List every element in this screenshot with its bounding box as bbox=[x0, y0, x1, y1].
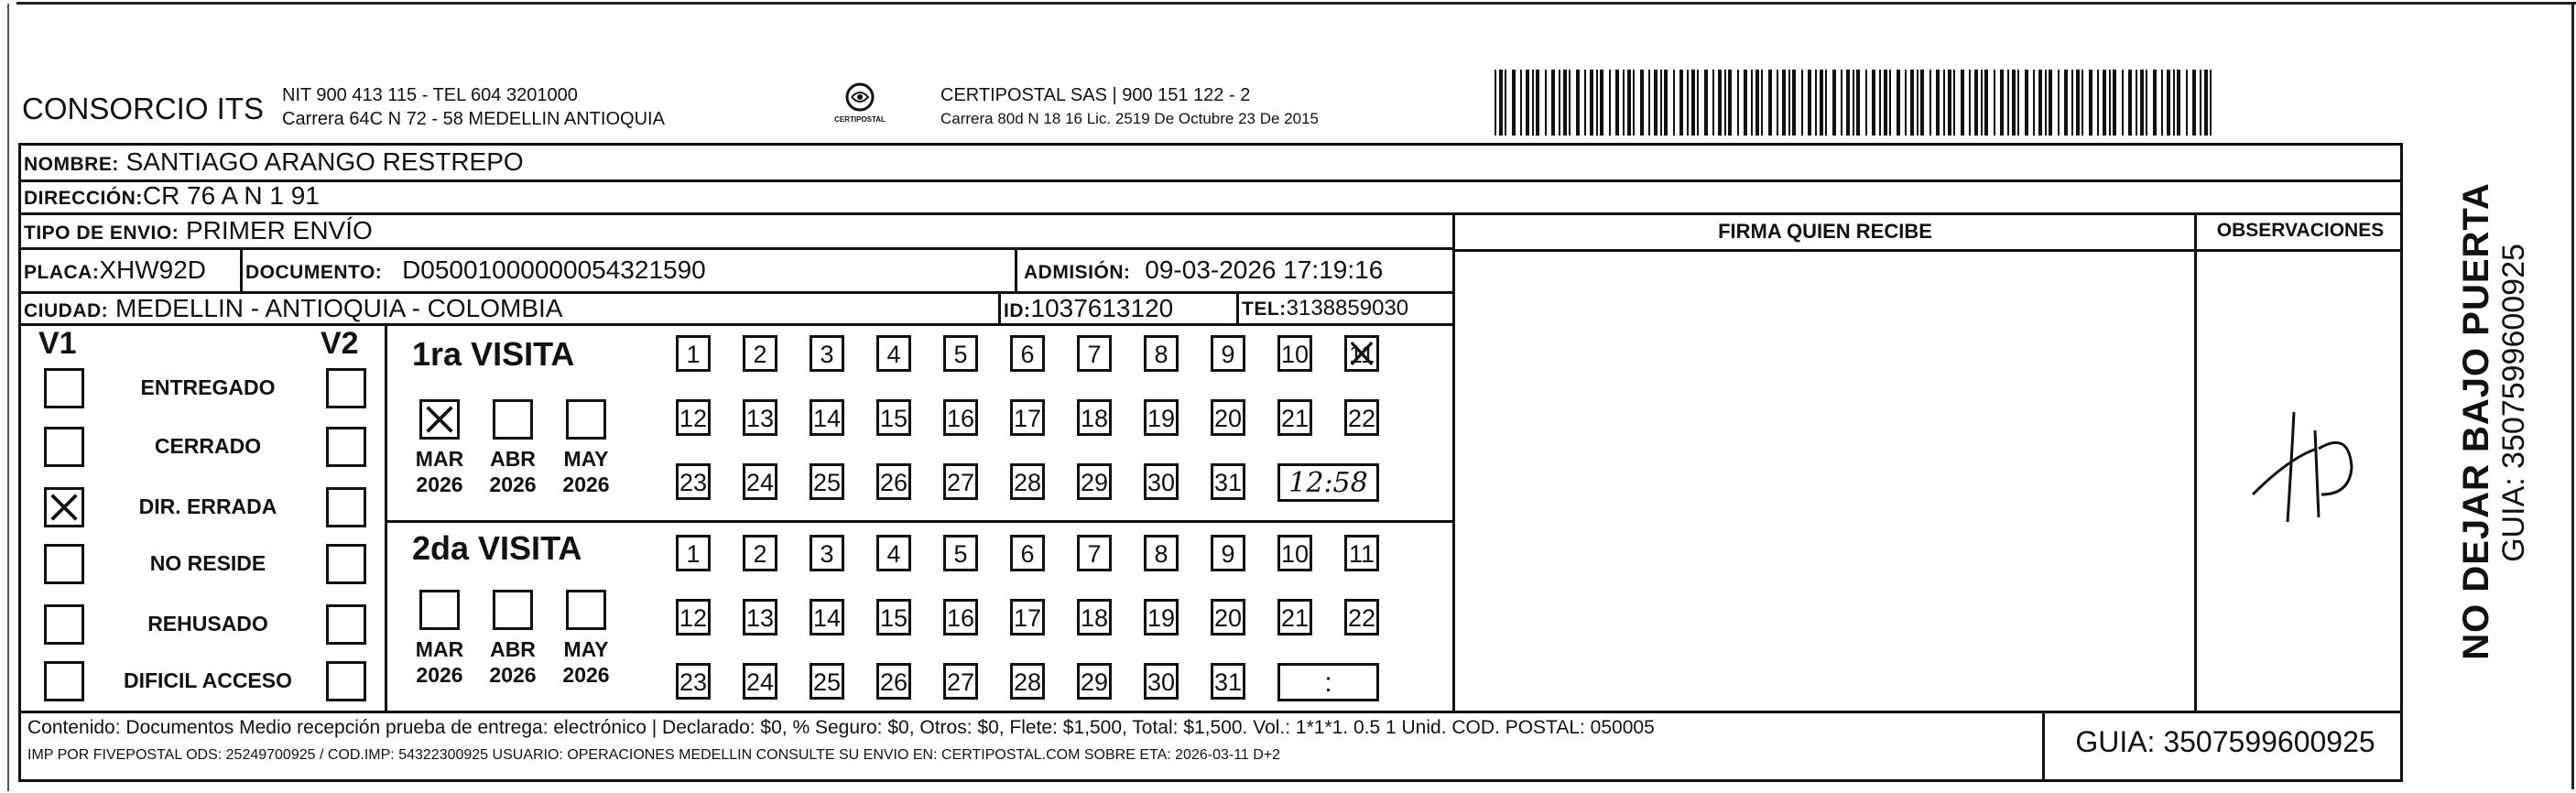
visit2-day-number: 2 bbox=[753, 540, 767, 568]
observaciones-label: OBSERVACIONES bbox=[2216, 220, 2385, 241]
barcode bbox=[1495, 70, 2218, 136]
status-visit-divider bbox=[385, 323, 387, 711]
v1-checkbox[interactable] bbox=[44, 661, 84, 701]
tel-divider bbox=[1236, 291, 1239, 323]
visit1-day-number: 25 bbox=[812, 469, 842, 496]
visit2-day-26[interactable] bbox=[876, 663, 911, 700]
status-label: DIR. ERRADA bbox=[138, 494, 277, 518]
visit2-month-label: ABR bbox=[490, 637, 536, 661]
placa-row bbox=[24, 255, 206, 288]
visit1-day-number: 19 bbox=[1147, 405, 1176, 432]
visit1-year-label: 2026 bbox=[416, 473, 463, 496]
visit1-month-checkbox[interactable] bbox=[419, 399, 460, 440]
visit1-day-30[interactable] bbox=[1144, 463, 1179, 500]
visit1-day-number: 30 bbox=[1147, 469, 1176, 496]
visit2-day-number: 23 bbox=[679, 668, 708, 696]
visit1-day-8[interactable] bbox=[1144, 335, 1179, 372]
visit2-time-value: : bbox=[1324, 668, 1332, 698]
visit2-day-number: 11 bbox=[1348, 540, 1375, 568]
v2-checkbox[interactable] bbox=[326, 604, 366, 645]
visit1-day-number: 27 bbox=[946, 469, 975, 496]
ciudad-row bbox=[24, 293, 562, 327]
visit1-title: 1ra VISITA bbox=[412, 335, 575, 373]
visit2-day-12[interactable] bbox=[676, 599, 711, 635]
v1-checkbox[interactable] bbox=[44, 604, 84, 645]
visit2-day-17[interactable] bbox=[1010, 599, 1045, 635]
visit1-day-21[interactable] bbox=[1277, 399, 1312, 436]
v2-checkbox[interactable] bbox=[326, 487, 366, 527]
visit1-day-number: 6 bbox=[1020, 341, 1035, 368]
visit2-day-28[interactable] bbox=[1010, 663, 1045, 700]
visit2-day-23[interactable] bbox=[676, 663, 711, 700]
visit1-day-18[interactable] bbox=[1077, 399, 1112, 436]
visit2-day-number: 20 bbox=[1213, 604, 1243, 632]
placa-label: PLACA: bbox=[24, 262, 100, 283]
visit2-day-8[interactable] bbox=[1144, 535, 1179, 571]
visit1-day-25[interactable] bbox=[810, 463, 844, 500]
footer-guia-border bbox=[2042, 711, 2045, 782]
v1-header: V1 bbox=[38, 326, 77, 361]
v2-checkbox[interactable] bbox=[326, 661, 366, 701]
placa-divider bbox=[240, 247, 243, 291]
visit1-day-number: 26 bbox=[879, 469, 908, 496]
visit1-day-number: 4 bbox=[886, 341, 901, 368]
visit2-month-label: MAY bbox=[563, 637, 609, 661]
row-divider bbox=[1454, 249, 2403, 252]
tipo-envio-value: PRIMER ENVÍO bbox=[185, 216, 373, 244]
visit1-day-number: 14 bbox=[812, 405, 842, 432]
visit2-day-number: 18 bbox=[1080, 604, 1109, 632]
visit1-day-10[interactable] bbox=[1277, 335, 1312, 372]
visit1-day-26[interactable] bbox=[876, 463, 911, 500]
visit1-month-label: ABR bbox=[490, 447, 536, 471]
visit1-day-number: 24 bbox=[745, 469, 775, 496]
visit2-day-number: 21 bbox=[1280, 604, 1310, 632]
visit1-day-number: 10 bbox=[1280, 341, 1310, 368]
visit2-day-number: 14 bbox=[812, 604, 842, 632]
visit2-month-checkbox[interactable] bbox=[566, 590, 606, 630]
v2-header: V2 bbox=[321, 326, 359, 361]
visit2-day-number: 24 bbox=[745, 668, 775, 696]
footer-imp: IMP POR FIVEPOSTAL ODS: 25249700925 / COD.IMP: 54322300925 USUARIO: OPERACIONES MEDELLIN CONSULTE SU ENVIO EN: CERTIPOSTAL.COM SOBRE ETA: 2026-03-11 D+2 bbox=[27, 747, 1281, 763]
visit2-day-number: 28 bbox=[1013, 668, 1042, 696]
visit-divider bbox=[385, 520, 1452, 523]
visit1-day-12[interactable] bbox=[676, 399, 711, 436]
visit1-year-label: 2026 bbox=[562, 473, 610, 496]
nombre-row bbox=[24, 147, 524, 180]
id-value: 1037613120 bbox=[1030, 294, 1174, 322]
visit2-day-13[interactable] bbox=[743, 599, 777, 635]
sheet-top-edge bbox=[16, 2, 2576, 5]
visit2-day-30[interactable] bbox=[1144, 663, 1179, 700]
visit2-day-4[interactable] bbox=[876, 535, 911, 571]
visit2-day-2[interactable] bbox=[743, 535, 777, 571]
visit1-day-3[interactable] bbox=[810, 335, 844, 372]
visit1-day-number: 22 bbox=[1347, 405, 1376, 432]
visit2-day-number: 12 bbox=[679, 604, 708, 632]
v1-checkbox[interactable] bbox=[44, 368, 84, 408]
visit2-day-5[interactable] bbox=[943, 535, 978, 571]
visit2-day-18[interactable] bbox=[1077, 599, 1112, 635]
visit2-day-number: 8 bbox=[1154, 540, 1168, 568]
visit1-day-number: 16 bbox=[946, 405, 975, 432]
company-nit: NIT 900 413 115 - TEL 604 3201000 bbox=[282, 85, 578, 105]
visit1-day-27[interactable] bbox=[943, 463, 978, 500]
visit1-day-7[interactable] bbox=[1077, 335, 1112, 372]
visit1-day-number: 2 bbox=[753, 341, 767, 368]
visit1-day-6[interactable] bbox=[1010, 335, 1045, 372]
visit2-day-number: 17 bbox=[1013, 604, 1042, 632]
visit2-day-number: 3 bbox=[820, 540, 834, 568]
visit2-day-number: 26 bbox=[879, 668, 908, 696]
visit1-day-28[interactable] bbox=[1010, 463, 1045, 500]
visit2-month-checkbox[interactable] bbox=[419, 590, 460, 630]
visit2-day-number: 27 bbox=[946, 668, 975, 696]
v1-checkbox[interactable] bbox=[44, 427, 84, 467]
status-label: ENTREGADO bbox=[140, 375, 276, 399]
visit2-day-number: 30 bbox=[1147, 668, 1176, 696]
visit2-day-6[interactable] bbox=[1010, 535, 1045, 571]
visit1-day-13[interactable] bbox=[743, 399, 777, 436]
visit1-day-9[interactable] bbox=[1211, 335, 1245, 372]
documento-value: D05001000000054321590 bbox=[402, 255, 706, 284]
visit1-day-number: 17 bbox=[1013, 405, 1042, 432]
visit2-day-number: 29 bbox=[1080, 668, 1109, 696]
v2-checkbox[interactable] bbox=[326, 544, 366, 584]
visit1-day-11[interactable] bbox=[1344, 335, 1379, 372]
tel-row bbox=[1242, 293, 1408, 325]
nombre-value: SANTIAGO ARANGO RESTREPO bbox=[125, 147, 524, 176]
visit1-day-2[interactable] bbox=[743, 335, 777, 372]
visit1-day-29[interactable] bbox=[1077, 463, 1112, 500]
visit1-day-22[interactable] bbox=[1344, 399, 1379, 436]
visit1-month-checkbox[interactable] bbox=[493, 399, 533, 440]
visit2-year-label: 2026 bbox=[416, 663, 463, 687]
ciudad-label: CIUDAD: bbox=[24, 300, 109, 321]
status-label: CERRADO bbox=[154, 434, 262, 458]
no-dejar-text: NO DEJAR BAJO PUERTA bbox=[2456, 182, 2496, 660]
side-text bbox=[2408, 165, 2531, 678]
visit1-day-number: 12 bbox=[679, 405, 708, 432]
visit2-day-21[interactable] bbox=[1277, 599, 1312, 635]
visit1-day-number: 21 bbox=[1280, 405, 1310, 432]
carrier-license: Carrera 80d N 18 16 Lic. 2519 De Octubre 23 De 2015 bbox=[940, 110, 1319, 127]
visit2-day-20[interactable] bbox=[1211, 599, 1245, 635]
visit2-day-number: 1 bbox=[686, 540, 701, 568]
footer-contenido: Contenido: Documentos Medio recepción prueba de entrega: electrónico | Declarado: $0, % Seguro: $0, Otros: $0, Flete: $1,500, Total: $1,500. Vol.: 1*1*1. 0.5 1 Unid. COD. POSTAL: 050005 bbox=[27, 717, 1655, 738]
side-guia-text: GUIA: 3507599600925 bbox=[2496, 244, 2531, 562]
visit2-day-number: 7 bbox=[1087, 540, 1102, 568]
id-row bbox=[1004, 293, 1173, 327]
visit1-day-24[interactable] bbox=[743, 463, 777, 500]
direccion-label: DIRECCIÓN: bbox=[24, 188, 143, 209]
visit2-day-24[interactable] bbox=[743, 663, 777, 700]
visit2-day-27[interactable] bbox=[943, 663, 978, 700]
visit1-day-number: 13 bbox=[745, 405, 775, 432]
visit2-day-9[interactable] bbox=[1211, 535, 1245, 571]
visit1-day-number: 1 bbox=[686, 341, 701, 368]
status-label: NO RESIDE bbox=[149, 551, 266, 575]
visit1-day-1[interactable] bbox=[676, 335, 711, 372]
visit1-day-19[interactable] bbox=[1144, 399, 1179, 436]
visit1-day-number: 5 bbox=[953, 341, 968, 368]
visit1-day-31[interactable] bbox=[1211, 463, 1245, 500]
v2-checkbox[interactable] bbox=[326, 427, 366, 467]
placa-value: XHW92D bbox=[99, 255, 207, 284]
visit1-day-16[interactable] bbox=[943, 399, 978, 436]
admision-value: 09-03-2026 17:19:16 bbox=[1145, 255, 1384, 284]
visit1-time-box[interactable] bbox=[1277, 463, 1379, 502]
tel-label: TEL: bbox=[1242, 299, 1287, 320]
visit1-day-20[interactable] bbox=[1211, 399, 1245, 436]
visit2-day-15[interactable] bbox=[876, 599, 911, 635]
status-label: DIFICIL ACCESO bbox=[123, 668, 292, 692]
visit1-day-number: 8 bbox=[1154, 341, 1168, 368]
visit1-day-number: 28 bbox=[1013, 469, 1042, 496]
observaciones-left-border bbox=[2194, 212, 2197, 711]
visit2-title: 2da VISITA bbox=[412, 529, 582, 567]
visit2-day-11[interactable] bbox=[1344, 535, 1379, 571]
carrier-name: CERTIPOSTAL SAS | 900 151 122 - 2 bbox=[940, 85, 1251, 105]
nombre-label: NOMBRE: bbox=[24, 154, 119, 175]
admision-row bbox=[1024, 255, 1383, 288]
visit1-time-value: 12:58 bbox=[1288, 467, 1368, 499]
documento-row bbox=[245, 255, 706, 288]
id-label: ID: bbox=[1004, 300, 1031, 321]
visit1-day-number: 31 bbox=[1213, 469, 1243, 496]
signature-left-border bbox=[1452, 212, 1455, 711]
visit2-time-box[interactable] bbox=[1277, 663, 1379, 701]
visit2-day-number: 4 bbox=[886, 540, 901, 568]
visit2-day-16[interactable] bbox=[943, 599, 978, 635]
visit2-day-1[interactable] bbox=[676, 535, 711, 571]
visit2-day-number: 9 bbox=[1221, 540, 1235, 568]
visit2-month-label: MAR bbox=[415, 637, 464, 661]
visit1-month-label: MAY bbox=[563, 447, 609, 471]
logo-text: CERTIPOSTAL bbox=[834, 115, 886, 124]
id-divider bbox=[998, 291, 1001, 323]
visit1-year-label: 2026 bbox=[489, 473, 537, 496]
visit1-day-number: 23 bbox=[679, 469, 708, 496]
visit1-day-number: 11 bbox=[1348, 341, 1375, 368]
visit2-day-14[interactable] bbox=[810, 599, 844, 635]
direccion-value: CR 76 A N 1 91 bbox=[142, 181, 320, 210]
admision-divider bbox=[1015, 247, 1017, 291]
footer-divider bbox=[18, 711, 2403, 713]
visit2-month-checkbox[interactable] bbox=[493, 590, 533, 630]
visit1-day-number: 9 bbox=[1221, 341, 1235, 368]
visit2-day-22[interactable] bbox=[1344, 599, 1379, 635]
visit1-day-5[interactable] bbox=[943, 335, 978, 372]
visit2-day-number: 13 bbox=[745, 604, 775, 632]
visit1-day-number: 3 bbox=[820, 341, 834, 368]
visit1-day-23[interactable] bbox=[676, 463, 711, 500]
v2-checkbox[interactable] bbox=[326, 368, 366, 408]
visit2-year-label: 2026 bbox=[562, 663, 610, 687]
visit1-day-15[interactable] bbox=[876, 399, 911, 436]
visit2-day-number: 31 bbox=[1213, 668, 1243, 696]
visit1-day-number: 18 bbox=[1080, 405, 1109, 432]
visit1-month-label: MAR bbox=[415, 447, 464, 471]
visit2-day-31[interactable] bbox=[1211, 663, 1245, 700]
visit1-month-checkbox[interactable] bbox=[566, 399, 606, 440]
visit2-day-number: 25 bbox=[812, 668, 842, 696]
visit2-day-number: 22 bbox=[1347, 604, 1376, 632]
visit2-day-29[interactable] bbox=[1077, 663, 1112, 700]
visit1-day-14[interactable] bbox=[810, 399, 844, 436]
visit2-day-number: 15 bbox=[879, 604, 908, 632]
visit2-day-25[interactable] bbox=[810, 663, 844, 700]
visit1-day-number: 29 bbox=[1080, 469, 1109, 496]
ciudad-value: MEDELLIN - ANTIOQUIA - COLOMBIA bbox=[114, 294, 563, 322]
tel-value: 3138859030 bbox=[1286, 296, 1409, 320]
company-name: CONSORCIO ITS bbox=[22, 92, 265, 125]
visit2-day-3[interactable] bbox=[810, 535, 844, 571]
visit1-day-number: 7 bbox=[1087, 341, 1102, 368]
visit1-day-17[interactable] bbox=[1010, 399, 1045, 436]
v1-checkbox[interactable] bbox=[44, 544, 84, 584]
visit2-year-label: 2026 bbox=[489, 663, 537, 687]
visit2-day-19[interactable] bbox=[1144, 599, 1179, 635]
visit1-day-number: 20 bbox=[1213, 405, 1243, 432]
visit1-day-number: 15 bbox=[879, 405, 908, 432]
tipo-envio-row bbox=[24, 215, 373, 249]
sheet-left-edge bbox=[7, 4, 9, 791]
company-address: Carrera 64C N 72 - 58 MEDELLIN ANTIOQUIA bbox=[282, 109, 665, 129]
certipostal-logo bbox=[819, 79, 901, 132]
visit2-day-number: 5 bbox=[953, 540, 968, 568]
tipo-envio-label: TIPO DE ENVIO: bbox=[24, 223, 179, 244]
row-divider bbox=[18, 212, 2403, 215]
visit2-day-number: 10 bbox=[1280, 540, 1310, 568]
handwritten-observation bbox=[2234, 394, 2372, 531]
v1-checkbox[interactable] bbox=[44, 487, 84, 527]
visit2-day-number: 19 bbox=[1147, 604, 1176, 632]
visit2-day-10[interactable] bbox=[1277, 535, 1312, 571]
admision-label: ADMISIÓN: bbox=[1024, 262, 1131, 283]
sheet-right-edge bbox=[2571, 2, 2574, 789]
visit1-day-4[interactable] bbox=[876, 335, 911, 372]
direccion-row bbox=[24, 180, 320, 214]
visit2-day-number: 16 bbox=[946, 604, 975, 632]
footer-guia: GUIA: 3507599600925 bbox=[2075, 725, 2375, 758]
firma-label: FIRMA QUIEN RECIBE bbox=[1718, 220, 1932, 243]
documento-label: DOCUMENTO: bbox=[245, 262, 383, 283]
visit2-day-7[interactable] bbox=[1077, 535, 1112, 571]
status-label: REHUSADO bbox=[147, 612, 268, 635]
visit2-day-number: 6 bbox=[1020, 540, 1035, 568]
